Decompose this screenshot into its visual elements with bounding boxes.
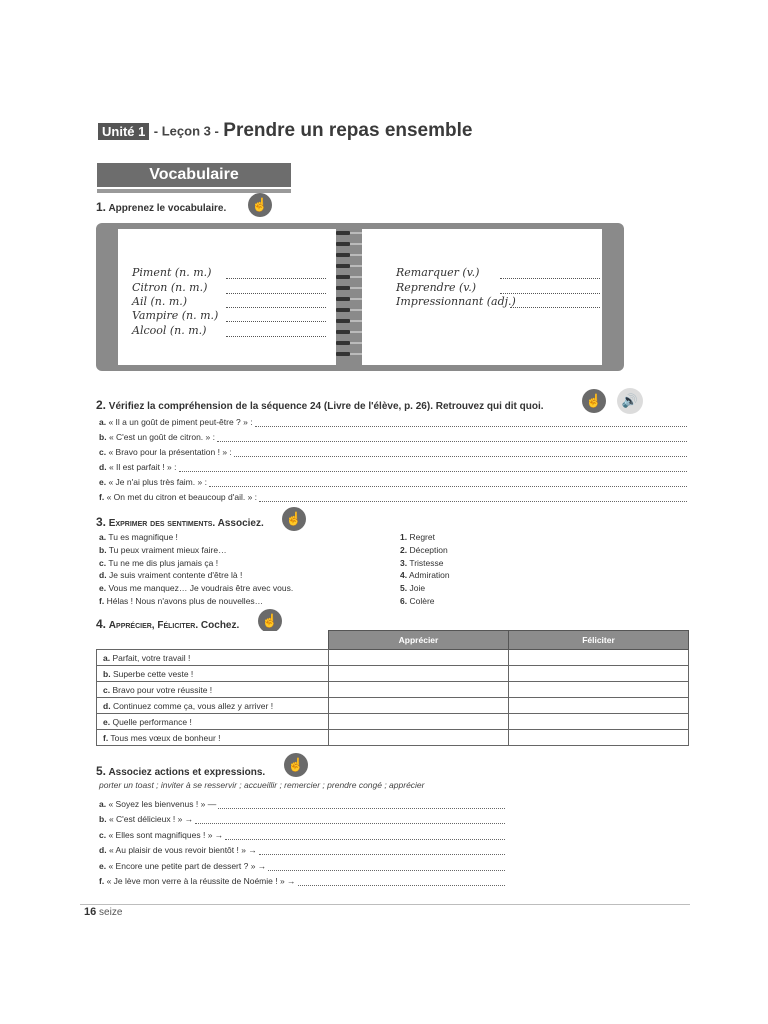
answer-line[interactable] — [234, 448, 687, 457]
list-item: e. « Je n'ai plus très faim. » : — [99, 472, 687, 487]
list-item: 4. Admiration — [400, 570, 450, 581]
answer-line[interactable] — [298, 877, 505, 886]
list-item: 2. Déception — [400, 544, 448, 555]
list-item: a. « Soyez les bienvenus ! » — — [99, 793, 505, 809]
checkbox-cell[interactable] — [329, 666, 509, 682]
exercise-3-feelings — [400, 531, 520, 608]
exercise-1-title: 1. Apprenez le vocabulaire. — [96, 200, 227, 214]
table-row: f. Tous mes vœux de bonheur ! — [97, 730, 689, 746]
list-item: d. « Au plaisir de vous revoir bientôt ! » → — [99, 840, 505, 856]
list-item: b. « C'est un goût de citron. » : — [99, 427, 687, 442]
answer-line[interactable] — [226, 278, 326, 279]
answer-line[interactable] — [217, 433, 687, 442]
pointing-hand-icon: ☝ — [258, 609, 282, 633]
vocab-word: Citron (n. m.) — [132, 281, 208, 294]
list-item: f. « On met du citron et beaucoup d'ail. » : — [99, 487, 687, 502]
checkbox-cell[interactable] — [329, 650, 509, 666]
list-item: f. « Je lève mon verre à la réussite de Noémie ! » → — [99, 871, 505, 887]
checkbox-cell[interactable] — [329, 698, 509, 714]
answer-line[interactable] — [259, 493, 687, 502]
checkbox-cell[interactable] — [509, 650, 689, 666]
list-item: c. « Elles sont magnifiques ! » → — [99, 824, 505, 840]
list-item: b. « C'est délicieux ! » → — [99, 809, 505, 825]
answer-line[interactable] — [226, 293, 326, 294]
footer-divider — [80, 904, 690, 905]
checkbox-table — [96, 630, 689, 746]
notebook-left-page — [118, 229, 336, 365]
answer-line[interactable] — [218, 800, 505, 809]
answer-line[interactable] — [268, 862, 505, 871]
page-word: seize — [99, 907, 123, 918]
exercise-5-title: 5. Associez actions et expressions. — [96, 764, 266, 778]
page-header — [98, 120, 472, 142]
notebook-right-page — [362, 229, 602, 365]
list-item: f. Hélas ! Nous n'avons plus de nouvelles… — [99, 595, 264, 606]
exercise-3-sentences — [99, 531, 389, 608]
checkbox-cell[interactable] — [509, 730, 689, 746]
pointing-hand-icon: ☝ — [582, 389, 606, 413]
list-item: 6. Colère — [400, 595, 435, 606]
list-item: e. Vous me manquez… Je voudrais être avec vous. — [99, 583, 294, 594]
answer-line[interactable] — [226, 336, 326, 337]
list-item: d. « Il est parfait ! » : — [99, 457, 687, 472]
list-item: e. « Encore une petite part de dessert ? » → — [99, 855, 505, 871]
checkbox-cell[interactable] — [509, 698, 689, 714]
vocabulary-notebook — [96, 223, 624, 371]
table-row: a. Parfait, votre travail ! — [97, 650, 689, 666]
exercise-3-title: 3. Exprimer des sentiments. Associez. — [96, 515, 264, 529]
pointing-hand-icon: ☝ — [284, 753, 308, 777]
exercise-2-items — [99, 412, 687, 502]
vocab-word: Impressionnant (adj.) — [396, 295, 516, 308]
checkbox-cell[interactable] — [329, 682, 509, 698]
unit-badge: Unité 1 — [98, 123, 149, 140]
vocab-word: Reprendre (v.) — [396, 281, 476, 294]
lesson-label: - Leçon 3 - — [153, 123, 219, 139]
audio-speaker-icon[interactable]: 🔊 — [617, 388, 643, 414]
page-footer — [84, 906, 122, 918]
vocab-word: Alcool (n. m.) — [132, 324, 207, 337]
answer-line[interactable] — [179, 463, 688, 472]
exercise-5-items — [99, 793, 505, 886]
vocab-word: Vampire (n. m.) — [132, 309, 219, 322]
checkbox-cell[interactable] — [509, 714, 689, 730]
word-bank: porter un toast ; inviter à se resservir ; accueillir ; remercier ; prendre congé ; apprécier — [99, 780, 425, 790]
page-title: Prendre un repas ensemble — [223, 120, 473, 141]
pointing-hand-icon: ☝ — [248, 193, 272, 217]
list-item: a. « Il a un goût de piment peut-être ? » : — [99, 412, 687, 427]
column-header: Apprécier — [329, 631, 509, 650]
list-item: b. Tu peux vraiment mieux faire… — [99, 544, 227, 555]
table-row: c. Bravo pour votre réussite ! — [97, 682, 689, 698]
list-item: d. Je suis vraiment contente d'être là ! — [99, 570, 243, 581]
list-item: 5. Joie — [400, 583, 426, 594]
checkbox-cell[interactable] — [329, 714, 509, 730]
checkbox-cell[interactable] — [509, 682, 689, 698]
list-item: a. Tu es magnifique ! — [99, 532, 178, 542]
page-number: 16 — [84, 906, 97, 918]
vocab-word: Remarquer (v.) — [396, 266, 480, 279]
exercise-4-title: 4. Apprécier, Féliciter. Cochez. — [96, 617, 240, 631]
answer-line[interactable] — [195, 815, 505, 824]
answer-line[interactable] — [226, 321, 326, 322]
answer-line[interactable] — [500, 293, 600, 294]
answer-line[interactable] — [510, 307, 600, 308]
answer-line[interactable] — [500, 278, 600, 279]
checkbox-cell[interactable] — [329, 730, 509, 746]
table-row: d. Continuez comme ça, vous allez y arriver ! — [97, 698, 689, 714]
answer-line[interactable] — [255, 418, 687, 427]
exercise-2-title: 2. Vérifiez la compréhension de la séquence 24 (Livre de l'élève, p. 26). Retrouvez qui dit quoi. — [96, 398, 544, 412]
vocab-word: Piment (n. m.) — [132, 266, 212, 279]
list-item: c. Tu ne me dis plus jamais ça ! — [99, 557, 219, 568]
answer-line[interactable] — [226, 307, 326, 308]
list-item: 3. Tristesse — [400, 557, 444, 568]
table-row: e. Quelle performance ! — [97, 714, 689, 730]
answer-line[interactable] — [259, 846, 505, 855]
vocab-word: Ail (n. m.) — [132, 295, 188, 308]
pointing-hand-icon: ☝ — [282, 507, 306, 531]
table-row: b. Superbe cette veste ! — [97, 666, 689, 682]
column-header: Féliciter — [509, 631, 689, 650]
list-item: c. « Bravo pour la présentation ! » : — [99, 442, 687, 457]
vocabulary-banner: Vocabulaire — [97, 163, 291, 187]
answer-line[interactable] — [209, 478, 687, 487]
answer-line[interactable] — [225, 831, 505, 840]
list-item: 1. Regret — [400, 532, 435, 542]
checkbox-cell[interactable] — [509, 666, 689, 682]
